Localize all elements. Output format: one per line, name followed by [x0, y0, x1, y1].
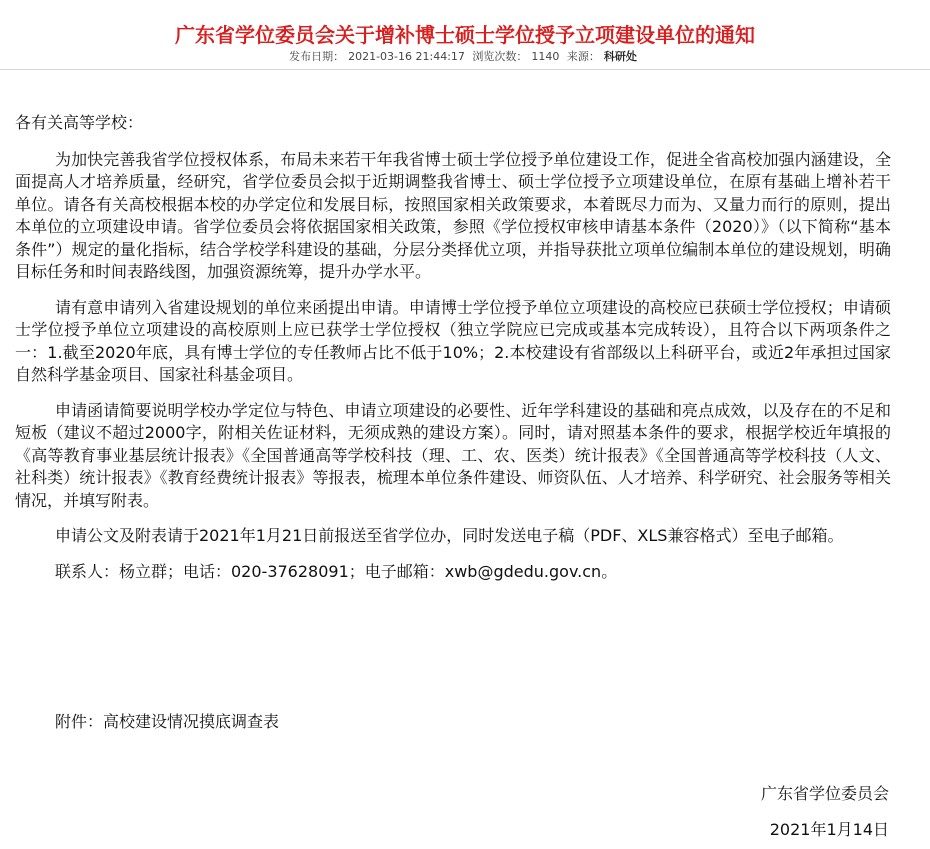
page-title: 广东省学位委员会关于增补博士硕士学位授予立项建设单位的通知	[175, 23, 755, 48]
issuer-signature: 广东省学位委员会	[760, 784, 889, 803]
view-count: 1140	[531, 50, 560, 63]
source-label: 来源：	[566, 50, 600, 63]
publish-date: 2021-03-16 21:44:17	[348, 50, 465, 63]
paragraph: 申请函请简要说明学校办学定位与特色、申请立项建设的必要性、近年学科建设的基础和亮点成效，以及存在的不足和短板（建议不超过2000字，附相关佐证材料，无须成熟的建设方案）。同时，请对照基本条件的要求，根据学校近年填报的《高等教育事业基层统计报表》《全国普通高等学校科技（理、工、农、医类）统计报表》《全国普通高等学校科技（人文、社科类）统计报表》《教育经费统计报表》等报表，梳理本单位条件建设、师资队伍、人才培养、科学研究、社会服务等相关情况，并填写附表。	[15, 400, 891, 510]
issue-date: 2021年1月14日	[769, 820, 889, 839]
paragraph: 申请公文及附表请于2021年1月21日前报送至省学位办，同时发送电子稿（PDF、XLS兼容格式）至电子邮箱。	[55, 526, 844, 545]
paragraph: 请有意申请列入省建设规划的单位来函提出申请。申请博士学位授予单位立项建设的高校应已获硕士学位授权；申请硕士学位授予单位立项建设的高校原则上应已获学士学位授权（独立学院应已完成或基本完成转设），且符合以下两项条件之一：1.截至2020年底，具有博士学位的专任教师占比不低于10%；2.本校建设有省部级以上科研平台，或近2年承担过国家自然科学基金项目、国家社科基金项目。	[15, 297, 891, 384]
contact-info: 联系人：杨立群；电话：020-37628091；电子邮箱：xwb@gdedu.gov.cn。	[55, 561, 618, 581]
paragraph: 为加快完善我省学位授权体系，布局未来若干年我省博士硕士学位授予单位建设工作，促进全省高校加强内涵建设，全面提高人才培养质量，经研究，省学位委员会拟于近期调整我省博士、硕士学位授予立项建设单位，在原有基础上增补若干单位。请各有关高校根据本校的办学定位和发展目标，按照国家相关政策要求，本着既尽力而为、又量力而行的原则，提出本单位的立项建设申请。省学位委员会将依据国家相关政策，参照《学位授权审核申请基本条件（2020）》（以下简称“基本条件”）规定的量化指标，结合学校学科建设的基础，分层分类择优立项，并指导获批立项单位编制本单位的建设规划，明确目标任务和时间表路线图，加强资源统筹，提升办学水平。	[15, 149, 891, 281]
notice-body	[15, 112, 891, 583]
view-count-label: 浏览次数：	[472, 50, 528, 63]
publish-date-label: 发布日期：	[289, 50, 345, 63]
attachment-line: 附件：高校建设情况摸底调查表	[55, 712, 280, 731]
source-value: 科研处	[603, 50, 637, 63]
meta-bar	[0, 47, 930, 70]
salutation: 各有关高等学校：	[15, 113, 144, 132]
